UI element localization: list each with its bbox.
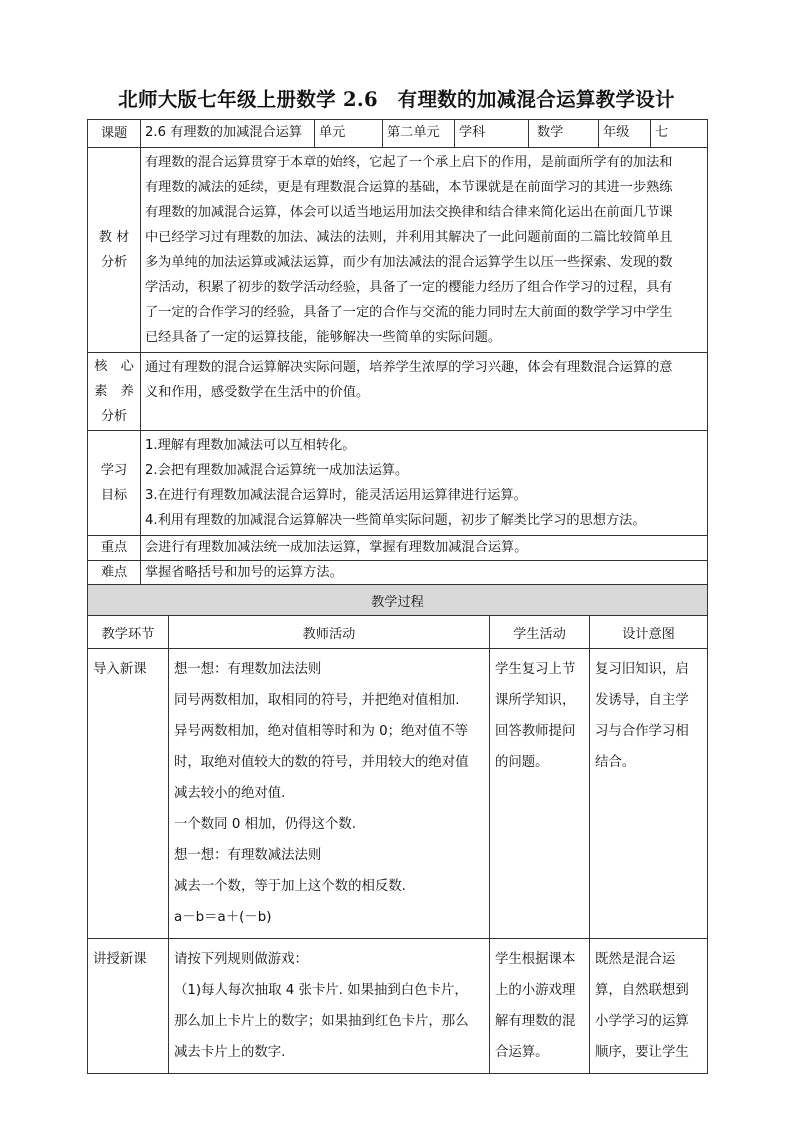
material-label-line: 分析 xyxy=(100,255,128,270)
goals-text xyxy=(141,431,708,536)
student-activity xyxy=(490,649,590,939)
key-point-row xyxy=(88,536,708,561)
material-line: 有理数的加减混合运算，体会可以适当地运用加法交换律和结合律来简化运出在前面几节课 xyxy=(145,205,673,220)
material-line: 了一定的合作学习的经验，具备了一定的合作与交流的能力同时左大前面的数学学习中学生 xyxy=(145,305,673,320)
intent-line: 发诱导，自主学 xyxy=(595,693,689,708)
material-text xyxy=(141,148,708,353)
lesson-info-table xyxy=(87,119,708,586)
teacher-line: 减去较小的绝对值. xyxy=(174,786,286,801)
teacher-line: 异号两数相加，绝对值相等时和为 0；绝对值不等 xyxy=(174,724,468,739)
material-line: 已经具备了一定的运算技能，能够解决一些简单的实际问题。 xyxy=(145,330,502,345)
core-label-line: 核 心 xyxy=(94,359,134,374)
course-label: 课题 xyxy=(88,120,141,148)
intent-line: 结合。 xyxy=(595,755,636,770)
stage-cell: 导入新课 xyxy=(88,649,169,939)
student-line: 课所学知识， xyxy=(495,693,576,708)
material-line: 学活动，积累了初步的数学活动经验，具备了一定的樱能力经历了组合作学习的过程，具有 xyxy=(145,280,673,295)
teacher-line: 时，取绝对值较大的数的符号，并用较大的绝对值 xyxy=(174,755,469,770)
column-teacher: 教师活动 xyxy=(169,616,490,649)
teacher-line: 减去一个数，等于加上这个数的相反数. xyxy=(174,879,406,894)
teacher-activity xyxy=(169,649,490,939)
subject-label: 学科 xyxy=(455,120,529,148)
student-line: 的问题。 xyxy=(495,755,549,770)
goal-item: 4.利用有理数的加减混合运算解决一些简单实际问题，初步了解类比学习的思想方法。 xyxy=(145,513,646,528)
process-header: 教学过程 xyxy=(88,585,708,616)
process-columns-row xyxy=(88,616,708,649)
stage-cell: 讲授新课 xyxy=(88,939,169,1074)
core-label-line: 素 养 xyxy=(94,384,134,399)
intent-line: 算，自然联想到 xyxy=(595,983,689,998)
material-line: 有理数的减法的延续，更是有理数混合运算的基础，本节课就是在前面学习的其进一步熟练 xyxy=(145,180,673,195)
unit-value: 第二单元 xyxy=(383,120,455,148)
goal-item: 1.理解有理数加减法可以互相转化。 xyxy=(145,438,356,453)
goal-item: 3.在进行有理数加减法混合运算时，能灵活运用运算律进行运算。 xyxy=(145,488,527,503)
process-header-row xyxy=(88,585,708,616)
teacher-line: （1)每人每次抽取 4 张卡片. 如果抽到白色卡片， xyxy=(174,983,468,998)
teacher-activity xyxy=(169,939,490,1074)
material-line: 中已经学习过有理数的加法、减法的法则，并利用其解决了一此问题前面的二篇比较简单且 xyxy=(145,230,673,245)
page-title: 北师大版七年级上册数学 2.6 有理数的加减混合运算教学设计 xyxy=(118,88,675,111)
design-intent xyxy=(590,939,708,1074)
teacher-line: 同号两数相加，取相同的符号，并把绝对值相加. xyxy=(174,693,460,708)
teacher-line: 一个数同 0 相加，仍得这个数. xyxy=(174,817,356,832)
core-label xyxy=(88,353,141,431)
goals-label-line: 学习 xyxy=(100,463,128,478)
teaching-process-table xyxy=(87,584,708,1074)
key-point-label: 重点 xyxy=(88,536,141,561)
teacher-line: 请按下列规则做游戏： xyxy=(174,952,308,967)
grade-label: 年级 xyxy=(599,120,651,148)
material-label-line: 教 材 xyxy=(98,230,130,245)
teacher-line: 那么加上卡片上的数字；如果抽到红色卡片，那么 xyxy=(174,1014,469,1029)
student-line: 学生复习上节 xyxy=(495,662,576,677)
difficulty-text: 掌握省略括号和加号的运算方法。 xyxy=(141,561,708,586)
column-intent: 设计意图 xyxy=(590,616,708,649)
column-student: 学生活动 xyxy=(490,616,590,649)
difficulty-row xyxy=(88,561,708,586)
teacher-line: a－b＝a＋(－b) xyxy=(174,910,272,925)
material-line: 多为单纯的加法运算或减法运算，而少有加法减法的混合运算学生以压一些探索、发现的数 xyxy=(145,255,673,270)
goals-label-line: 目标 xyxy=(100,488,128,503)
student-line: 上的小游戏理 xyxy=(495,983,576,998)
goals-label xyxy=(88,431,141,536)
intent-line: 顺序，要让学生 xyxy=(595,1045,689,1060)
goals-row xyxy=(88,431,708,536)
student-line: 合运算。 xyxy=(495,1045,549,1060)
material-row xyxy=(88,148,708,353)
unit-label: 单元 xyxy=(315,120,383,148)
intent-line: 小学学习的运算 xyxy=(595,1014,689,1029)
core-text xyxy=(141,353,708,431)
course-value: 2.6 有理数的加减混合运算 xyxy=(141,120,315,148)
material-label xyxy=(88,148,141,353)
student-line: 解有理数的混 xyxy=(495,1014,576,1029)
material-line: 有理数的混合运算贯穿于本章的始终，它起了一个承上启下的作用，是前面所学有的加法和 xyxy=(145,155,673,170)
teacher-line: 想一想：有理数减法法则 xyxy=(174,848,322,863)
grade-value: 七 xyxy=(651,120,708,148)
design-intent xyxy=(590,649,708,939)
core-line: 义和作用，感受数学在生活中的价值。 xyxy=(145,385,370,400)
info-row xyxy=(88,120,708,148)
process-row-new xyxy=(88,939,708,1074)
key-point-text: 会进行有理数加减法统一成加法运算，掌握有理数加减混合运算。 xyxy=(141,536,708,561)
teacher-line: 想一想：有理数加法法则 xyxy=(174,662,322,677)
intent-line: 既然是混合运 xyxy=(595,952,676,967)
column-stage: 教学环节 xyxy=(88,616,169,649)
subject-value: 数学 xyxy=(529,120,599,148)
teacher-line: 减去卡片上的数字. xyxy=(174,1045,286,1060)
difficulty-label: 难点 xyxy=(88,561,141,586)
student-line: 回答教师提问 xyxy=(495,724,576,739)
core-line: 通过有理数的混合运算解决实际问题，培养学生浓厚的学习兴趣，体会有理数混合运算的意 xyxy=(145,360,673,375)
process-row-intro xyxy=(88,649,708,939)
intent-line: 复习旧知识，启 xyxy=(595,662,689,677)
student-activity xyxy=(490,939,590,1074)
core-label-line: 分析 xyxy=(100,409,128,424)
intent-line: 习与合作学习相 xyxy=(595,724,689,739)
goal-item: 2.会把有理数加减混合运算统一成加法运算。 xyxy=(145,463,409,478)
student-line: 学生根据课本 xyxy=(495,952,576,967)
core-row xyxy=(88,353,708,431)
